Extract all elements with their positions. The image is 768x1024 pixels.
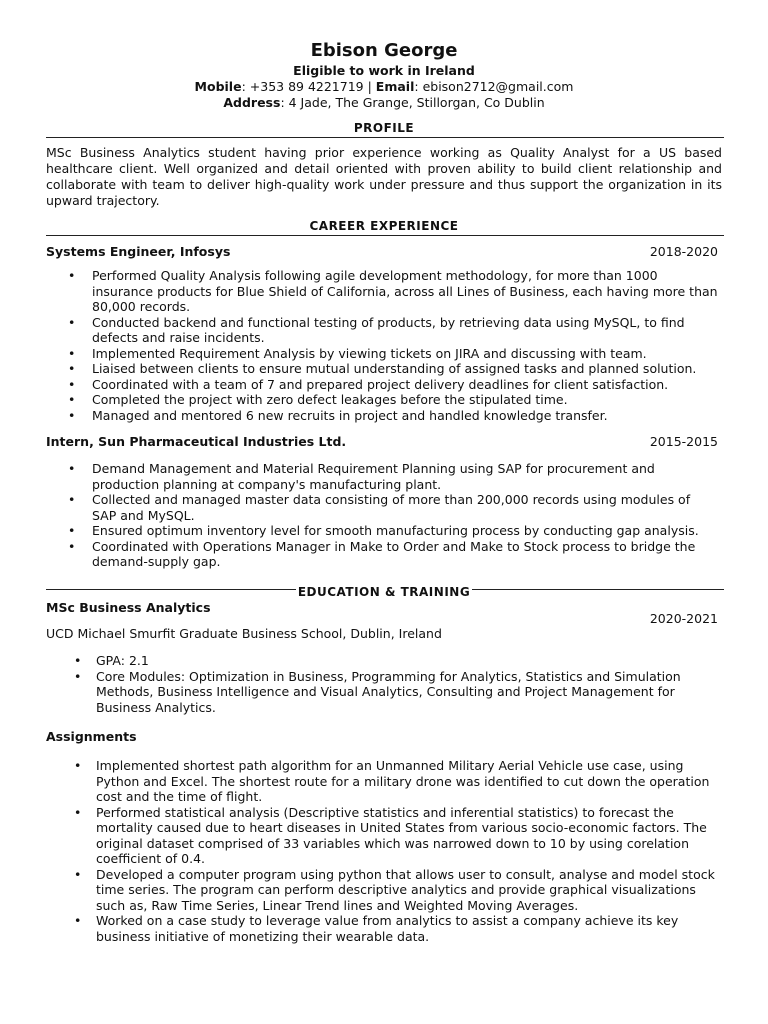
school-name: UCD Michael Smurfit Graduate Business School, Dublin, Ireland [46,626,442,641]
job-bullets [46,268,718,423]
profile-summary: MSc Business Analytics student having prior experience working as Quality Analyst for a US based healthcare client. Well organized and detail oriented with proven ability to build client relationship and collaborate with team to deliver high-quality work under pressure and thus support the organization in its upward trajectory. [46,145,722,208]
education-bullets [46,653,718,715]
list-item: • Completed the project with zero defect leakages before the stipulated time. [46,392,718,408]
profile-heading: PROFILE [353,121,415,135]
list-item: • Core Modules: Optimization in Business, Programming for Analytics, Statistics and Simulation Methods, Business Intelligence and Visual Analytics, Consulting and Project Management for Business Analytics. [46,669,718,716]
job-years: 2018-2020 [649,244,718,259]
list-item: • Demand Management and Material Requirement Planning using SAP for procurement and production planning at company's manufacturing plant. [46,461,718,492]
degree-years: 2020-2021 [649,611,718,626]
list-item: • Managed and mentored 6 new recruits in project and handled knowledge transfer. [46,408,718,424]
list-item: • GPA: 2.1 [46,653,718,669]
job-years: 2015-2015 [649,434,718,449]
list-item: • Liaised between clients to ensure mutual understanding of assigned tasks and planned solution. [46,361,718,377]
list-item: • Coordinated with Operations Manager in Make to Order and Make to Stock process to bridge the demand-supply gap. [46,539,718,570]
contact-line: Mobile: +353 89 4221719 | Email: ebison2712@gmail.com [194,79,574,94]
education-heading-text: EDUCATION & TRAINING [297,585,471,599]
list-item: • Conducted backend and functional testing of products, by retrieving data using MySQL, to find defects and raise incidents. [46,315,718,346]
address-value: 4 Jade, The Grange, Stillorgan, Co Dublin [288,95,545,110]
email-address: ebison2712@gmail.com [422,79,574,94]
job-bullets [46,461,718,570]
career-divider [46,235,724,236]
candidate-name: Ebison George [310,40,458,61]
list-item: • Coordinated with a team of 7 and prepared project delivery deadlines for client satisfaction. [46,377,718,393]
job-title: Intern, Sun Pharmaceutical Industries Ltd. [46,434,347,449]
assignment-bullets [46,758,718,944]
list-item: • Implemented shortest path algorithm for an Unmanned Military Aerial Vehicle use case, using Python and Excel. The shortest route for a military drone was identified to cut down the operation cost and the time of flight. [46,758,718,805]
mobile-number: +353 89 4221719 [249,79,364,94]
email-label: Email [375,79,415,94]
education-heading [0,585,768,599]
mobile-label: Mobile [194,79,242,94]
list-item: • Implemented Requirement Analysis by viewing tickets on JIRA and discussing with team. [46,346,718,362]
list-item: • Performed statistical analysis (Descriptive statistics and inferential statistics) to forecast the mortality caused due to heart diseases in United States from various socio-economic factors. The original dataset comprised of 33 variables which was narrowed down to 10 by using corelation coefficient of 0.4. [46,805,718,867]
list-item: • Ensured optimum inventory level for smooth manufacturing process by conducting gap analysis. [46,523,718,539]
address-label: Address [223,95,281,110]
degree-title: MSc Business Analytics [46,600,211,615]
career-heading: CAREER EXPERIENCE [309,219,459,233]
address-line: Address: 4 Jade, The Grange, Stillorgan, Co Dublin [223,95,545,110]
job-title: Systems Engineer, Infosys [46,244,231,259]
list-item: • Performed Quality Analysis following agile development methodology, for more than 1000 insurance products for Blue Shield of California, across all Lines of Business, each having more than 80,000 records. [46,268,718,315]
list-item: • Worked on a case study to leverage value from analytics to assist a company achieve its key business initiative of monetizing their wearable data. [46,913,718,944]
list-item: • Developed a computer program using python that allows user to consult, analyse and model stock time series. The program can perform descriptive analytics and provide graphical visualizations such as, Raw Time Series, Linear Trend lines and Weighted Moving Averages. [46,867,718,914]
profile-divider [46,137,724,138]
work-eligibility: Eligible to work in Ireland [293,63,475,78]
list-item: • Collected and managed master data consisting of more than 200,000 records using modules of SAP and MySQL. [46,492,718,523]
assignments-heading: Assignments [46,729,137,744]
